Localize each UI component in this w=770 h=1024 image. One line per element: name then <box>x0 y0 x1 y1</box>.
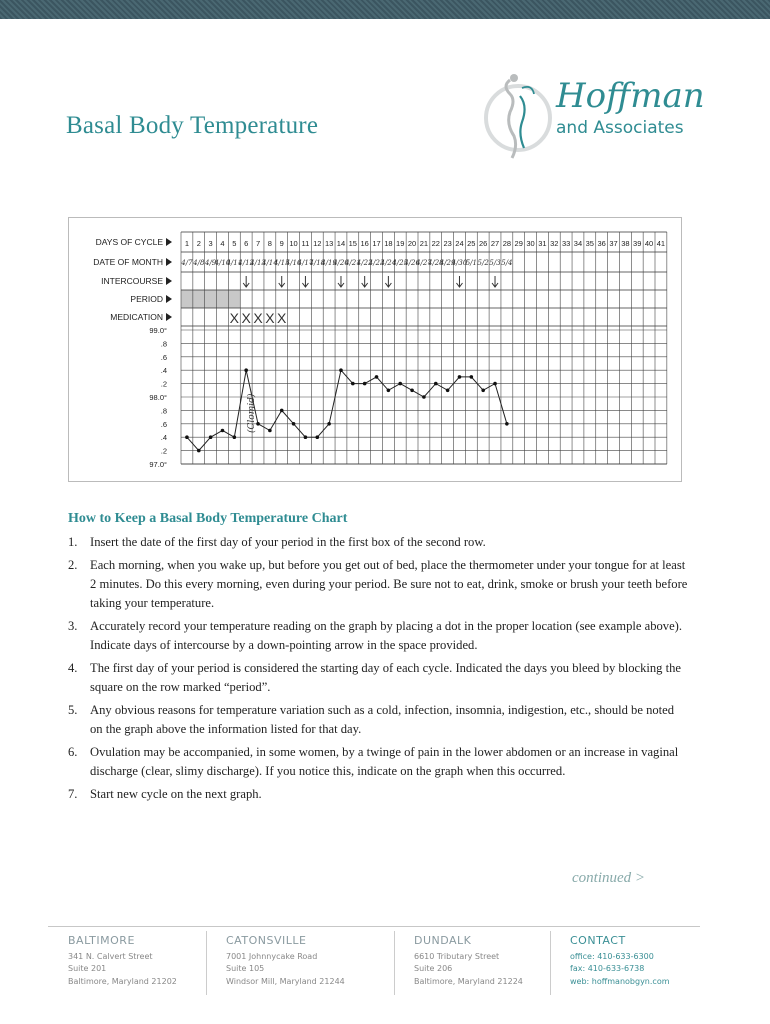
day-number: 31 <box>538 239 547 248</box>
day-number: 36 <box>597 239 606 248</box>
period-mark <box>181 290 193 308</box>
footer-address-line: Suite 105 <box>226 964 265 973</box>
temperature-point <box>470 375 474 379</box>
footer-baltimore <box>68 935 177 988</box>
day-number: 4 <box>220 239 225 248</box>
step-number: 7. <box>68 787 78 801</box>
temperature-point <box>221 429 225 433</box>
date-entry: 4/23 <box>368 259 385 267</box>
date-entry: 4/9 <box>204 259 217 267</box>
day-number: 2 <box>196 239 201 248</box>
footer-address-line: 6610 Tributary Street <box>414 951 500 961</box>
day-number: 20 <box>407 239 417 248</box>
footer-address-line: Suite 201 <box>68 964 107 973</box>
date-entry: 4/22 <box>356 259 373 267</box>
contact-web-link[interactable]: web: hoffmanobgyn.com <box>570 976 670 986</box>
footer-divider <box>550 931 551 995</box>
step-text: Insert the date of the first day of your period in the first box of the second row. <box>90 535 486 549</box>
footer-address-line: 341 N. Calvert Street <box>68 951 153 961</box>
temp-axis-label: .4 <box>160 366 167 376</box>
day-number: 38 <box>621 239 630 248</box>
day-number: 41 <box>656 239 666 248</box>
row-arrow-icon <box>166 238 172 246</box>
day-number: 39 <box>633 239 642 248</box>
day-number: 13 <box>324 239 334 248</box>
howto-title: How to Keep a Basal Body Temperature Chart <box>68 511 348 526</box>
temperature-point <box>280 409 284 413</box>
intercourse-arrow-icon <box>492 276 498 287</box>
temperature-point <box>244 368 248 372</box>
date-entry: 4/25 <box>392 259 409 267</box>
period-mark <box>228 290 240 308</box>
day-number: 37 <box>609 239 618 248</box>
temperature-point <box>233 435 237 439</box>
day-number: 26 <box>479 239 488 248</box>
temp-axis-label: .2 <box>160 446 167 456</box>
medication-mark: X <box>253 310 263 326</box>
day-number: 23 <box>443 239 452 248</box>
temperature-point <box>375 375 379 379</box>
date-entry: 4/7 <box>181 259 193 267</box>
day-number: 10 <box>289 239 298 248</box>
temp-axis-label: .8 <box>160 406 167 416</box>
figure-logo-icon <box>480 66 560 166</box>
step-number: 5. <box>68 703 78 717</box>
date-entry: 4/12 <box>238 259 255 267</box>
date-entry: 4/30 <box>451 259 468 267</box>
day-number: 18 <box>384 239 393 248</box>
chart-row-label: MEDICATION <box>110 312 163 322</box>
temperature-point <box>363 382 367 386</box>
footer-divider <box>206 931 207 995</box>
temp-axis-label: 97.0° <box>149 460 167 469</box>
temperature-point <box>398 382 402 386</box>
footer-catonsville <box>226 935 345 988</box>
date-entry: 4/16 <box>285 259 302 267</box>
day-number: 6 <box>244 239 249 248</box>
temperature-point <box>493 382 497 386</box>
temp-axis-label: 98.0° <box>149 393 167 402</box>
top-pattern-bar <box>0 0 770 19</box>
intercourse-arrow-icon <box>243 276 249 287</box>
footer-divider <box>394 931 395 995</box>
temperature-point <box>387 389 391 393</box>
day-number: 28 <box>502 239 512 248</box>
intercourse-arrow-icon <box>279 276 285 287</box>
temperature-point <box>327 422 331 426</box>
medication-mark: X <box>229 310 239 326</box>
date-entry: 4/13 <box>250 259 266 267</box>
date-entry: 4/21 <box>344 259 361 267</box>
logo-name: Hoffman <box>556 76 705 116</box>
temperature-point <box>410 389 414 393</box>
temp-axis-label: .2 <box>160 379 167 389</box>
row-arrow-icon <box>166 277 172 285</box>
intercourse-arrow-icon <box>385 276 391 287</box>
intercourse-arrow-icon <box>338 276 344 287</box>
footer-heading: BALTIMORE <box>68 934 135 947</box>
footer-heading: CATONSVILLE <box>226 934 307 947</box>
step-text: Start new cycle on the next graph. <box>90 787 262 801</box>
temperature-point <box>209 435 213 439</box>
day-number: 9 <box>279 239 284 248</box>
date-entry: 4/15 <box>273 259 290 267</box>
day-number: 25 <box>467 239 476 248</box>
temperature-point <box>268 429 272 433</box>
instruction-item <box>68 785 688 804</box>
date-entry: 4/14 <box>262 259 278 267</box>
temp-axis-label: .6 <box>160 352 167 362</box>
date-entry: 4/27 <box>416 259 432 267</box>
contact-fax: fax: 410-633-6738 <box>570 964 645 973</box>
step-text: Any obvious reasons for temperature variation such as a cold, infection, insomnia, indigestion, etc., should be noted on the graph above the information listed for that day. <box>90 703 675 736</box>
contact-phone[interactable]: office: 410-633-6300 <box>570 951 654 961</box>
date-entry: 4/20 <box>333 259 349 267</box>
day-number: 22 <box>431 239 440 248</box>
temperature-point <box>446 389 450 393</box>
period-mark <box>193 290 205 308</box>
date-entry: 4/10 <box>214 259 231 267</box>
date-entry: 4/8 <box>193 259 205 267</box>
footer-address-line: Windsor Mill, Maryland 21244 <box>226 976 345 986</box>
step-text: Each morning, when you wake up, but before you get out of bed, place the thermometer under your tongue for at least 2 minutes. Do this every morning, even during your period. Be sure not to eat, drink, smoke or brush your teeth before taking your temperature. <box>90 558 688 610</box>
intercourse-arrow-icon <box>302 276 308 287</box>
day-number: 27 <box>490 239 500 248</box>
day-number: 8 <box>267 239 272 248</box>
date-entry: 5/3 <box>489 259 501 267</box>
instruction-item <box>68 659 688 697</box>
day-number: 34 <box>573 239 583 248</box>
instruction-item <box>68 533 688 552</box>
temperature-point <box>422 395 426 399</box>
footer-address-line: Baltimore, Maryland 21224 <box>414 976 523 986</box>
day-number: 12 <box>313 239 322 248</box>
day-number: 33 <box>561 239 571 248</box>
chart-row-label: DAYS OF CYCLE <box>95 237 163 247</box>
date-entry: 4/29 <box>439 259 456 267</box>
temperature-point <box>505 422 509 426</box>
step-number: 1. <box>68 535 78 549</box>
temperature-point <box>458 375 462 379</box>
medication-mark: X <box>265 310 275 326</box>
chart-row-label: INTERCOURSE <box>101 276 163 286</box>
step-number: 3. <box>68 619 78 633</box>
temperature-point <box>197 449 201 453</box>
date-entry: 4/19 <box>321 259 337 267</box>
date-entry: 4/18 <box>309 259 326 267</box>
step-number: 4. <box>68 661 78 675</box>
step-text: Accurately record your temperature reading on the graph by placing a dot in the proper location (see example above). Indicate days of intercourse by a down-pointing arrow in the space provided. <box>90 619 683 652</box>
temperature-point <box>304 435 308 439</box>
logo-subtitle: and Associates <box>556 118 684 138</box>
step-text: The first day of your period is considered the starting day of each cycle. Indicated the days you bleed by blocking the square on the row marked “period”. <box>90 661 682 694</box>
step-number: 2. <box>68 558 78 572</box>
day-number: 7 <box>255 239 261 248</box>
chart-row-label: PERIOD <box>130 294 163 304</box>
temp-axis-label: 99.0° <box>149 326 167 335</box>
instruction-item <box>68 617 688 655</box>
page-title: Basal Body Temperature <box>66 112 319 139</box>
temperature-point <box>481 389 485 393</box>
temperature-point <box>339 368 343 372</box>
step-text: Ovulation may be accompanied, in some women, by a twinge of pain in the lower abdomen or an increase in vaginal discharge (clear, slimy discharge). If you notice this, indicate on the graph when this occurred. <box>90 745 679 778</box>
bbt-chart <box>68 217 682 482</box>
temperature-point <box>315 435 319 439</box>
date-entry: 4/17 <box>297 259 314 267</box>
day-number: 11 <box>301 239 310 248</box>
medication-mark: X <box>277 310 287 326</box>
bbt-chart-svg <box>69 218 681 481</box>
day-number: 15 <box>348 239 357 248</box>
day-number: 29 <box>514 239 523 248</box>
footer-dundalk <box>414 935 523 988</box>
date-entry: 4/28 <box>427 259 444 267</box>
day-number: 32 <box>550 239 559 248</box>
date-entry: 5/2 <box>477 259 489 267</box>
date-entry: 5/4 <box>501 259 513 267</box>
row-arrow-icon <box>166 313 172 321</box>
instruction-item <box>68 556 688 613</box>
intercourse-arrow-icon <box>362 276 368 287</box>
temperature-point <box>292 422 296 426</box>
footer <box>48 926 700 997</box>
day-number: 3 <box>208 239 213 248</box>
chart-row-label: DATE OF MONTH <box>93 257 163 267</box>
period-mark <box>217 290 229 308</box>
day-number: 17 <box>372 239 381 248</box>
day-number: 14 <box>336 239 346 248</box>
day-number: 19 <box>396 239 405 248</box>
row-arrow-icon <box>166 295 172 303</box>
period-mark <box>205 290 217 308</box>
temp-axis-label: .6 <box>160 419 167 429</box>
date-entry: 4/11 <box>226 259 243 267</box>
temperature-point <box>434 382 438 386</box>
continued-link[interactable]: continued > <box>572 870 646 886</box>
hoffman-logo <box>480 66 710 166</box>
medication-mark: X <box>241 310 251 326</box>
footer-address-line: 7001 Johnnycake Road <box>226 951 318 961</box>
day-number: 24 <box>455 239 464 248</box>
date-entry: 4/26 <box>404 259 420 267</box>
day-number: 35 <box>585 239 594 248</box>
day-number: 5 <box>232 239 237 248</box>
clomid-annotation: (Clomid) <box>247 393 258 433</box>
day-number: 21 <box>419 239 429 248</box>
footer-address-line: Suite 206 <box>414 964 453 973</box>
instruction-item <box>68 743 688 781</box>
temp-axis-label: .8 <box>160 339 167 349</box>
intercourse-arrow-icon <box>456 276 462 287</box>
date-entry: 5/1 <box>465 259 477 267</box>
day-number: 16 <box>360 239 369 248</box>
row-arrow-icon <box>166 258 172 266</box>
temperature-point <box>185 435 189 439</box>
day-number: 1 <box>184 239 190 248</box>
temperature-point <box>351 382 355 386</box>
temp-axis-label: .4 <box>160 433 167 443</box>
step-number: 6. <box>68 745 78 759</box>
instruction-list <box>68 533 688 808</box>
footer-contact <box>570 935 670 988</box>
footer-heading: CONTACT <box>570 934 626 947</box>
footer-heading: DUNDALK <box>414 934 472 947</box>
date-entry: 4/24 <box>380 259 397 267</box>
footer-address-line: Baltimore, Maryland 21202 <box>68 976 177 986</box>
instruction-item <box>68 701 688 739</box>
day-number: 40 <box>644 239 654 248</box>
day-number: 30 <box>526 239 535 248</box>
